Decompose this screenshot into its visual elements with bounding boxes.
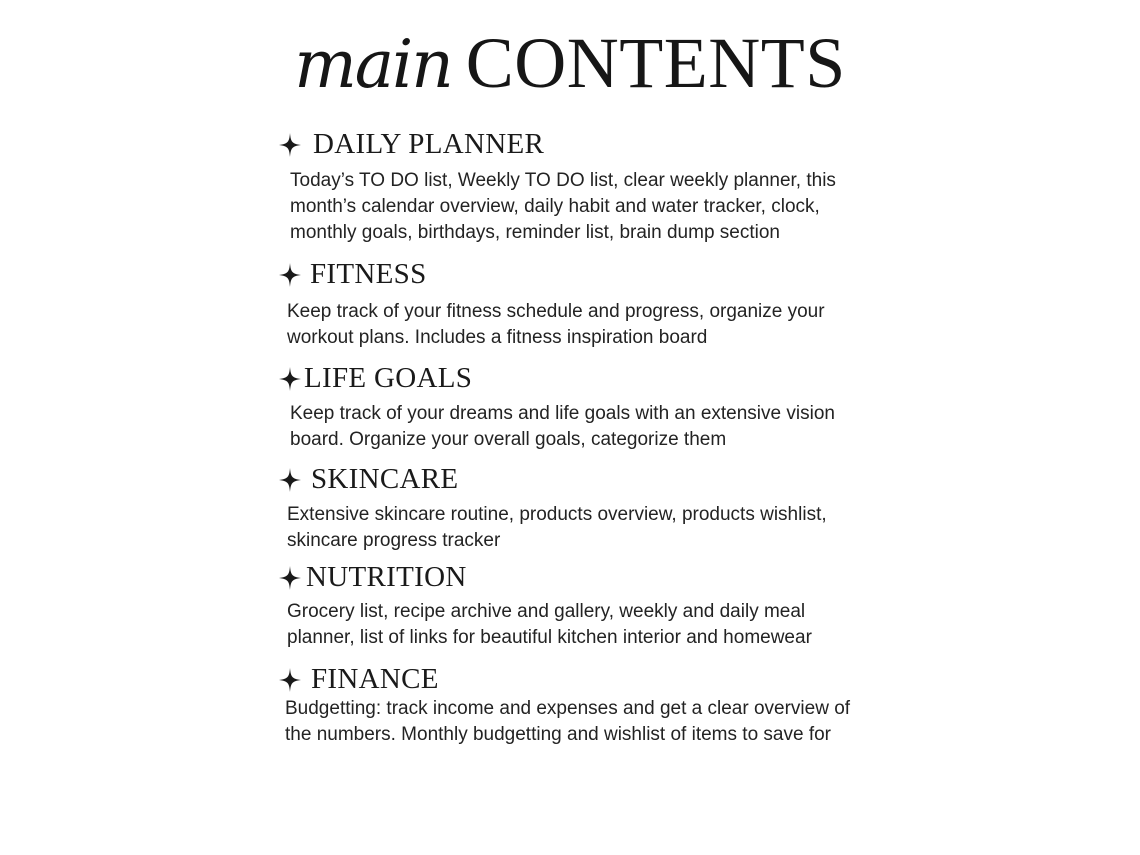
section-description-nutrition: Grocery list, recipe archive and gallery, weekly and daily meal planner, list of links for beautiful kitchen interior and homewear (287, 601, 812, 648)
sparkle-icon (279, 468, 301, 492)
section-heading-fitness (279, 258, 427, 291)
section-description-finance: Budgetting: track income and expenses and get a clear overview of the numbers. Monthly budgetting and wishlist of items to save for (285, 698, 851, 745)
section-heading-label: NUTRITION (306, 561, 467, 593)
section-heading-daily-planner (279, 128, 544, 161)
sparkle-icon (279, 367, 301, 391)
section-heading-life-goals (279, 362, 472, 395)
section-heading-label: FINANCE (311, 663, 439, 695)
section-heading-label: DAILY PLANNER (313, 128, 545, 160)
page-title (0, 22, 1140, 105)
section-heading-label: LIFE GOALS (304, 362, 473, 394)
section-heading-label: FITNESS (310, 258, 427, 290)
section-description-fitness: Keep track of your fitness schedule and progress, organize your workout plans. Includes a fitness inspiration board (287, 301, 825, 348)
section-description-skincare: Extensive skincare routine, products overview, products wishlist, skincare progress tracker (287, 504, 827, 551)
section-description-life-goals: Keep track of your dreams and life goals with an extensive vision board. Organize your overall goals, categorize them (290, 403, 835, 450)
section-heading-skincare (279, 463, 458, 496)
section-heading-label: SKINCARE (311, 463, 459, 495)
page-title-caps: CONTENTS (465, 23, 846, 103)
section-heading-nutrition (279, 561, 467, 594)
section-heading-finance (279, 663, 439, 696)
section-description-daily-planner: Today’s TO DO list, Weekly TO DO list, clear weekly planner, this month’s calendar overview, daily habit and water tracker, clock, monthly goals, birthdays, reminder list, brain dump section (290, 170, 836, 243)
sparkle-icon (279, 668, 301, 692)
sparkle-icon (279, 133, 301, 157)
page-title-script: main (294, 26, 452, 103)
sparkle-icon (279, 566, 301, 590)
sparkle-icon (279, 263, 301, 287)
